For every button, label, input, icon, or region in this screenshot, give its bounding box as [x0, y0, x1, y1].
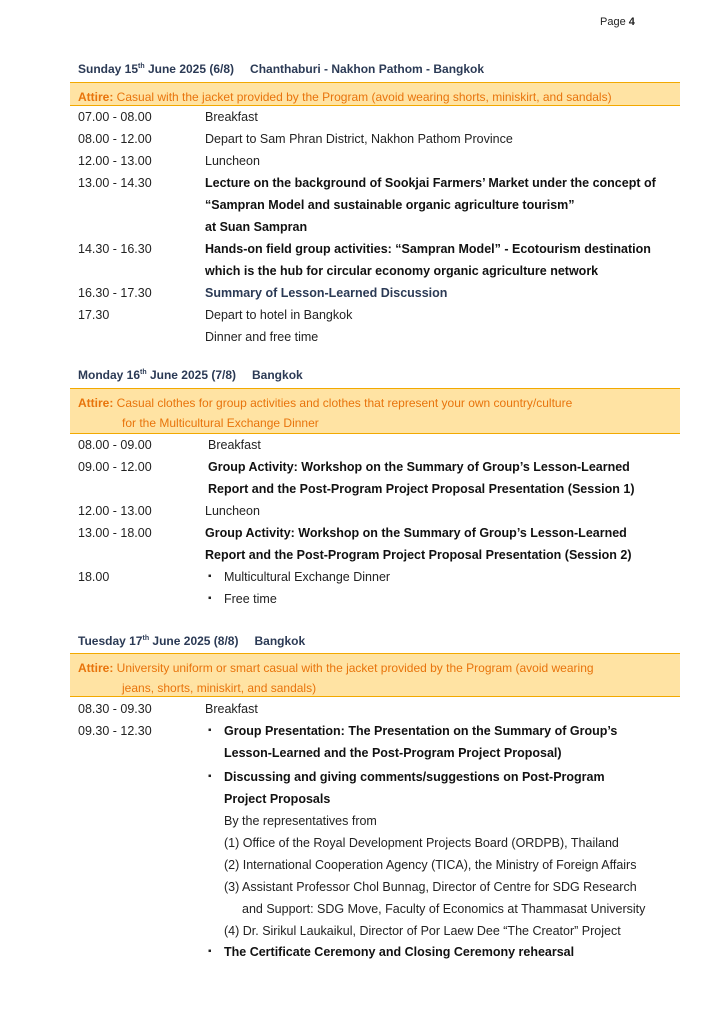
- bullet-icon: ▪: [208, 946, 212, 957]
- schedule-row: 09.00 - 12.00 Group Activity: Workshop on the Summary of Group’s Lesson-Learned Report and the Post-Program Project Proposal Presentation (Session 1): [78, 460, 635, 496]
- day-header-tuesday: Tuesday 17th June 2025 (8/8) Bangkok: [78, 634, 306, 648]
- day-header-monday: Monday 16th June 2025 (7/8) Bangkok: [78, 368, 303, 382]
- schedule-row: 14.30 - 16.30 Hands-on field group activities: “Sampran Model” - Ecotourism destination which is the hub for circular economy organic agriculture network: [78, 242, 651, 278]
- page-number: Page 4: [600, 16, 635, 28]
- schedule-row: 13.00 - 18.00 Group Activity: Workshop on the Summary of Group’s Lesson-Learned Report and the Post-Program Project Proposal Presentation (Session 2): [78, 526, 632, 562]
- schedule-row: 17.30 Depart to hotel in Bangkok Dinner and free time: [78, 308, 353, 344]
- bullet-icon: ▪: [208, 771, 212, 782]
- schedule-row: 13.00 - 14.30 Lecture on the background of Sookjai Farmers’ Market under the concept of “Sampran Model and sustainable organic agriculture tourism” at Suan Sampran: [78, 176, 656, 234]
- bullet-icon: ▪: [208, 593, 212, 604]
- attire-box-monday: Attire: Casual clothes for group activities and clothes that represent your own country/culture for the Multicultural Exchange Dinner: [70, 388, 680, 434]
- attire-box-sunday: Attire: Casual with the jacket provided by the Program (avoid wearing shorts, miniskirt, and sandals): [70, 82, 680, 106]
- bullet-icon: ▪: [208, 571, 212, 582]
- attire-box-tuesday: Attire: University uniform or smart casual with the jacket provided by the Program (avoid wearing jeans, shorts, miniskirt, and sandals): [70, 653, 680, 697]
- day-header-sunday: Sunday 15th June 2025 (6/8) Chanthaburi - Nakhon Pathom - Bangkok: [78, 62, 485, 76]
- schedule-row: 18.00 ▪ Multicultural Exchange Dinner ▪ Free time: [78, 566, 688, 610]
- bullet-icon: ▪: [208, 725, 212, 736]
- schedule-row: 09.30 - 12.30 ▪ Group Presentation: The Presentation on the Summary of Group’s Lesson-Learned and the Post-Program Project Proposal) ▪ Discussing and giving comments/suggestions on Post-Program Project Proposals By the representatives from (1) Office of the Royal Development Projects Board (ORDPB), Thailand (2) International Cooperation Agency (TICA), the Ministry of Foreign Affairs (3) Assistant Professor Chol Bunnag, Director of Centre for SDG Research and Support: SDG Move, Faculty of Economics at Thammasat University (4) Dr. Sirikul Laukaikul, Director of Por Laew Dee “The Creator” Project ▪ The Certificate Ceremony and Closing Ceremony rehearsal: [78, 720, 688, 970]
